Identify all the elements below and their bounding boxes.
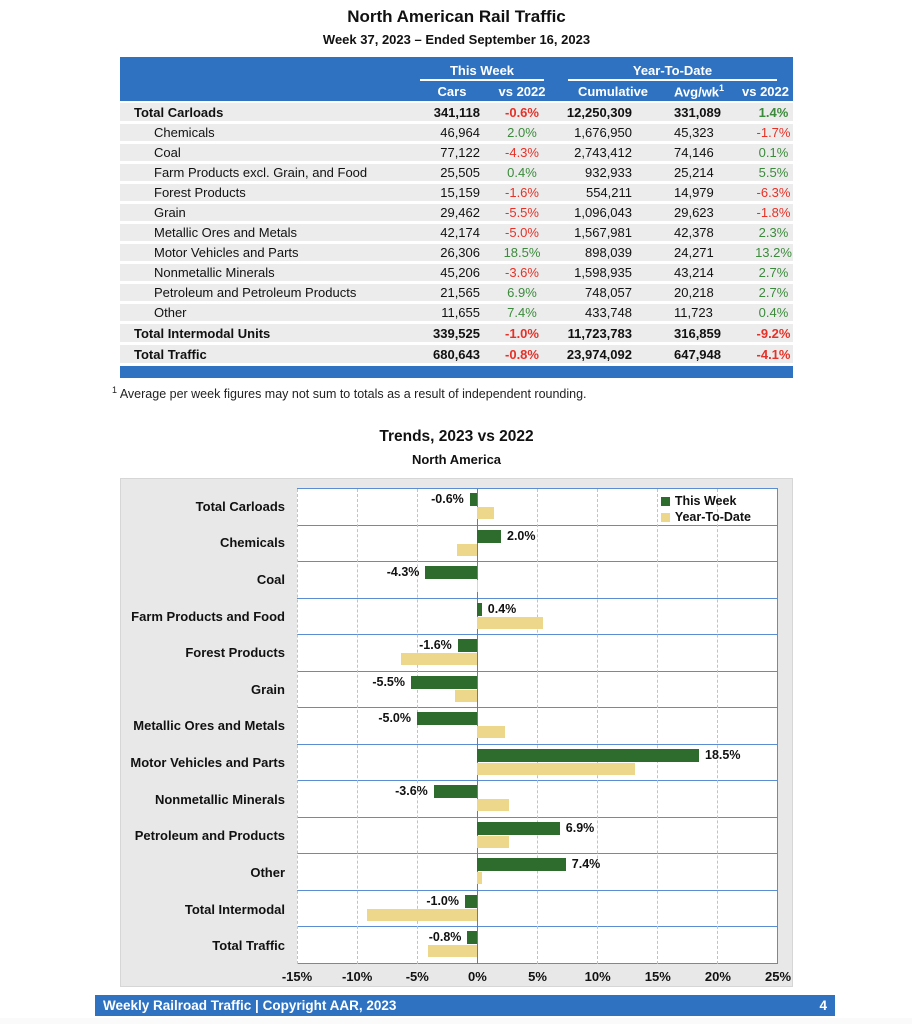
cell-cars: 339,525 bbox=[433, 325, 480, 341]
cell-ytd-pct: 5.5% bbox=[758, 165, 789, 180]
cell-cumulative: 748,057 bbox=[585, 285, 632, 300]
group-header-this-week bbox=[412, 63, 552, 81]
bar-value-label: 2.0% bbox=[507, 528, 536, 543]
bar-value-label: -3.6% bbox=[395, 784, 428, 799]
legend-label: Year-To-Date bbox=[674, 510, 751, 524]
row-label: Nonmetallic Minerals bbox=[154, 265, 275, 280]
bar-value-label: -1.0% bbox=[426, 893, 459, 908]
bottom-strip bbox=[0, 1018, 912, 1024]
x-tick-label: -10% bbox=[341, 969, 373, 984]
cell-avg-per-week: 43,214 bbox=[674, 265, 714, 280]
cell-cars: 21,565 bbox=[440, 285, 480, 300]
rail-traffic-table bbox=[120, 57, 793, 378]
bar-this-week bbox=[411, 676, 477, 689]
x-tick-label: 0% bbox=[467, 969, 487, 984]
cell-this-week-pct: -1.6% bbox=[505, 185, 539, 200]
table-row bbox=[120, 144, 793, 161]
chart-title: Trends, 2023 vs 2022 bbox=[379, 428, 534, 445]
table-row bbox=[120, 324, 793, 342]
cell-ytd-pct: -9.2% bbox=[756, 325, 791, 341]
row-label: Motor Vehicles and Parts bbox=[154, 245, 299, 260]
legend-item bbox=[661, 509, 751, 525]
gridline bbox=[717, 489, 718, 964]
plot-area bbox=[297, 488, 778, 964]
footer-text: Weekly Railroad Traffic | Copyright AAR, 2023 bbox=[103, 998, 397, 1013]
legend-label: This Week bbox=[674, 494, 737, 508]
cell-cars: 11,655 bbox=[441, 305, 480, 320]
bar-year-to-date bbox=[457, 544, 477, 556]
cell-this-week-pct: 6.9% bbox=[507, 285, 537, 300]
bar-year-to-date bbox=[428, 945, 477, 957]
table-row bbox=[120, 103, 793, 121]
bar-value-label: -1.6% bbox=[419, 638, 452, 653]
cell-cumulative: 554,211 bbox=[585, 185, 632, 200]
row-label: Chemicals bbox=[154, 125, 215, 140]
bar-value-label: 6.9% bbox=[565, 820, 595, 835]
col-header-avg-per-week-label: Avg/wk bbox=[674, 84, 720, 100]
row-label: Forest Products bbox=[154, 185, 246, 200]
row-label: Farm Products excl. Grain, and Food bbox=[154, 165, 368, 180]
category-label: Grain bbox=[251, 681, 285, 697]
bar-this-week bbox=[417, 712, 477, 725]
bar-year-to-date bbox=[367, 909, 477, 921]
cell-cumulative: 2,743,412 bbox=[574, 145, 632, 160]
table-row bbox=[120, 184, 793, 201]
cell-this-week-pct: -5.0% bbox=[505, 225, 539, 240]
cell-this-week-pct: -0.8% bbox=[505, 346, 539, 362]
cell-cars: 25,505 bbox=[440, 165, 480, 180]
cell-cumulative: 23,974,092 bbox=[566, 346, 632, 362]
category-label: Farm Products and Food bbox=[131, 608, 285, 624]
cell-this-week-pct: -4.3% bbox=[505, 145, 539, 160]
group-header-this-week-label: This Week bbox=[420, 63, 544, 81]
cell-cars: 77,122 bbox=[440, 145, 480, 160]
category-label: Chemicals bbox=[219, 535, 285, 551]
x-tick-label: 20% bbox=[704, 969, 731, 984]
cell-cars: 45,206 bbox=[440, 265, 480, 280]
legend bbox=[661, 493, 751, 525]
bar-value-label: -0.6% bbox=[431, 492, 464, 506]
category-label: Other bbox=[250, 864, 285, 880]
cell-avg-per-week: 29,623 bbox=[674, 205, 714, 220]
cell-cumulative: 11,723,783 bbox=[567, 325, 632, 341]
cell-avg-per-week: 20,218 bbox=[674, 285, 714, 300]
cell-ytd-pct: 2.7% bbox=[758, 285, 789, 300]
col-header-this-week-vs-2022: vs 2022 bbox=[498, 83, 546, 99]
row-label: Petroleum and Petroleum Products bbox=[154, 285, 357, 300]
table-row bbox=[120, 284, 793, 301]
table-rows bbox=[120, 103, 793, 363]
gridline bbox=[357, 489, 358, 964]
cell-cumulative: 12,250,309 bbox=[566, 104, 632, 120]
table-header bbox=[120, 57, 793, 101]
category-label: Total Traffic bbox=[212, 938, 285, 954]
table-row bbox=[120, 164, 793, 181]
row-label: Total Carloads bbox=[134, 104, 224, 120]
legend-item bbox=[661, 493, 751, 509]
title-block bbox=[120, 7, 793, 47]
cell-avg-per-week: 74,146 bbox=[674, 145, 714, 160]
x-tick-label: 15% bbox=[644, 969, 671, 984]
gridline bbox=[597, 489, 598, 964]
col-header-cumulative: Cumulative bbox=[577, 83, 649, 99]
cell-avg-per-week: 45,323 bbox=[674, 125, 714, 140]
bar-year-to-date bbox=[477, 726, 505, 738]
footnote-marker: 1 bbox=[112, 385, 118, 395]
table-row bbox=[120, 345, 793, 363]
category-label: Nonmetallic Minerals bbox=[154, 791, 285, 807]
bar-value-label: -5.0% bbox=[378, 711, 411, 726]
cell-avg-per-week: 24,271 bbox=[674, 245, 714, 260]
row-label: Metallic Ores and Metals bbox=[154, 225, 298, 240]
x-tick-label: -15% bbox=[281, 969, 313, 984]
cell-ytd-pct: 13.2% bbox=[755, 245, 792, 260]
x-axis bbox=[281, 969, 792, 987]
cell-this-week-pct: 18.5% bbox=[503, 245, 541, 260]
cell-ytd-pct: 0.4% bbox=[758, 305, 789, 320]
cell-cars: 341,118 bbox=[433, 104, 480, 120]
cell-ytd-pct: 2.7% bbox=[758, 265, 789, 280]
bar-this-week bbox=[477, 530, 501, 543]
cell-cars: 29,462 bbox=[440, 205, 480, 220]
table-row bbox=[120, 264, 793, 281]
cell-avg-per-week: 316,859 bbox=[674, 325, 721, 341]
table-row bbox=[120, 124, 793, 141]
row-label: Other bbox=[154, 305, 187, 320]
col-header-cars: Cars bbox=[437, 83, 467, 99]
x-tick-label: -5% bbox=[405, 969, 429, 984]
group-header-year-to-date bbox=[552, 63, 793, 81]
table-row bbox=[120, 204, 793, 221]
cell-cars: 42,174 bbox=[440, 225, 480, 240]
bar-this-week bbox=[458, 639, 477, 652]
table-row bbox=[120, 244, 793, 261]
cell-cumulative: 932,933 bbox=[585, 165, 632, 180]
table-row bbox=[120, 224, 793, 241]
bar-year-to-date bbox=[477, 507, 494, 519]
bar-this-week bbox=[477, 822, 560, 835]
gridline bbox=[297, 489, 298, 964]
cell-avg-per-week: 42,378 bbox=[674, 225, 714, 240]
cell-cars: 26,306 bbox=[440, 245, 480, 260]
cell-cars: 680,643 bbox=[433, 346, 480, 362]
category-label: Forest Products bbox=[185, 645, 285, 661]
category-label: Metallic Ores and Metals bbox=[133, 718, 285, 734]
cell-cars: 46,964 bbox=[440, 125, 480, 140]
chart-subtitle: North America bbox=[411, 452, 502, 467]
cell-ytd-pct: -4.1% bbox=[756, 346, 791, 362]
cell-this-week-pct: 0.4% bbox=[507, 165, 537, 180]
cell-avg-per-week: 25,214 bbox=[674, 165, 714, 180]
cell-cumulative: 1,676,950 bbox=[574, 125, 632, 140]
cell-avg-per-week: 14,979 bbox=[674, 185, 714, 200]
cell-ytd-pct: 0.1% bbox=[758, 145, 789, 160]
col-header-ytd-vs-2022: vs 2022 bbox=[742, 83, 789, 99]
cell-cumulative: 898,039 bbox=[585, 245, 632, 260]
bar-year-to-date bbox=[455, 690, 477, 702]
row-label: Total Traffic bbox=[134, 346, 207, 362]
category-axis bbox=[121, 488, 297, 964]
bar-year-to-date bbox=[401, 653, 477, 665]
trends-bar-chart bbox=[120, 478, 793, 987]
category-label: Petroleum and Products bbox=[134, 828, 285, 844]
cell-this-week-pct: 2.0% bbox=[507, 125, 537, 140]
row-label: Coal bbox=[154, 145, 181, 160]
bar-value-label: 18.5% bbox=[705, 747, 741, 762]
page-subtitle: Week 37, 2023 – Ended September 16, 2023 bbox=[322, 32, 591, 47]
cell-ytd-pct: -1.8% bbox=[756, 205, 791, 220]
cell-avg-per-week: 647,948 bbox=[674, 346, 721, 362]
bar-value-label: 7.4% bbox=[571, 857, 601, 872]
cell-ytd-pct: 1.4% bbox=[758, 104, 789, 120]
cell-this-week-pct: -3.6% bbox=[505, 265, 539, 280]
category-label: Total Carloads bbox=[195, 498, 285, 514]
table-group-header-row bbox=[120, 57, 793, 81]
bar-this-week bbox=[465, 895, 477, 908]
bar-this-week bbox=[434, 785, 477, 798]
chart-title-block bbox=[120, 428, 793, 467]
page-title: North American Rail Traffic bbox=[347, 7, 566, 26]
bar-year-to-date bbox=[477, 617, 543, 629]
row-label: Total Intermodal Units bbox=[134, 325, 271, 341]
x-tick-label: 25% bbox=[764, 969, 792, 984]
cell-ytd-pct: 2.3% bbox=[758, 225, 789, 240]
category-label: Total Intermodal bbox=[184, 901, 285, 917]
legend-swatch-this-week bbox=[661, 497, 670, 506]
cell-cumulative: 1,567,981 bbox=[574, 225, 632, 240]
footnote-marker: 1 bbox=[719, 82, 725, 93]
bar-value-label: 0.4% bbox=[487, 601, 517, 616]
row-label: Grain bbox=[154, 205, 186, 220]
bar-this-week bbox=[425, 566, 477, 579]
col-header-avg-per-week bbox=[674, 83, 738, 99]
bar-value-label: -4.3% bbox=[386, 565, 420, 580]
cell-avg-per-week: 11,723 bbox=[674, 305, 713, 320]
x-tick-label: 5% bbox=[528, 969, 547, 984]
cell-this-week-pct: -5.5% bbox=[505, 205, 539, 220]
bar-this-week bbox=[467, 931, 477, 944]
bar-year-to-date bbox=[477, 580, 478, 592]
gridline bbox=[657, 489, 658, 964]
cell-ytd-pct: -1.7% bbox=[756, 125, 791, 140]
cell-this-week-pct: 7.4% bbox=[507, 305, 537, 320]
x-tick-label: 10% bbox=[584, 969, 611, 984]
category-label: Motor Vehicles and Parts bbox=[130, 755, 285, 771]
cell-cumulative: 1,598,935 bbox=[574, 265, 632, 280]
bar-value-label: -0.8% bbox=[428, 930, 462, 945]
bar-this-week bbox=[477, 603, 482, 616]
footnote bbox=[112, 385, 587, 401]
bar-year-to-date bbox=[477, 872, 482, 884]
bar-this-week bbox=[477, 858, 566, 871]
gridline bbox=[537, 489, 538, 964]
table-bottom-bar bbox=[120, 366, 793, 378]
page-number: 4 bbox=[819, 998, 827, 1013]
cell-avg-per-week: 331,089 bbox=[674, 104, 721, 120]
cell-this-week-pct: -0.6% bbox=[505, 104, 539, 120]
bar-value-label: -5.5% bbox=[372, 674, 405, 689]
footer-bar bbox=[95, 995, 835, 1016]
cell-this-week-pct: -1.0% bbox=[505, 325, 539, 341]
footnote-text: Average per week figures may not sum to totals as a result of independent rounding. bbox=[119, 387, 587, 402]
bar-year-to-date bbox=[477, 763, 635, 775]
legend-swatch-year-to-date bbox=[661, 513, 670, 522]
cell-cumulative: 433,748 bbox=[585, 305, 632, 320]
gridline bbox=[417, 489, 418, 964]
bar-this-week bbox=[477, 749, 699, 762]
cell-cars: 15,159 bbox=[440, 185, 480, 200]
category-label: Coal bbox=[256, 572, 285, 588]
table-column-header-row bbox=[120, 81, 793, 101]
bar-year-to-date bbox=[477, 836, 509, 848]
table-row bbox=[120, 304, 793, 321]
group-header-year-to-date-label: Year-To-Date bbox=[568, 63, 777, 81]
cell-ytd-pct: -6.3% bbox=[756, 185, 791, 200]
cell-cumulative: 1,096,043 bbox=[574, 205, 632, 220]
bar-year-to-date bbox=[477, 799, 509, 811]
bar-this-week bbox=[470, 493, 477, 506]
